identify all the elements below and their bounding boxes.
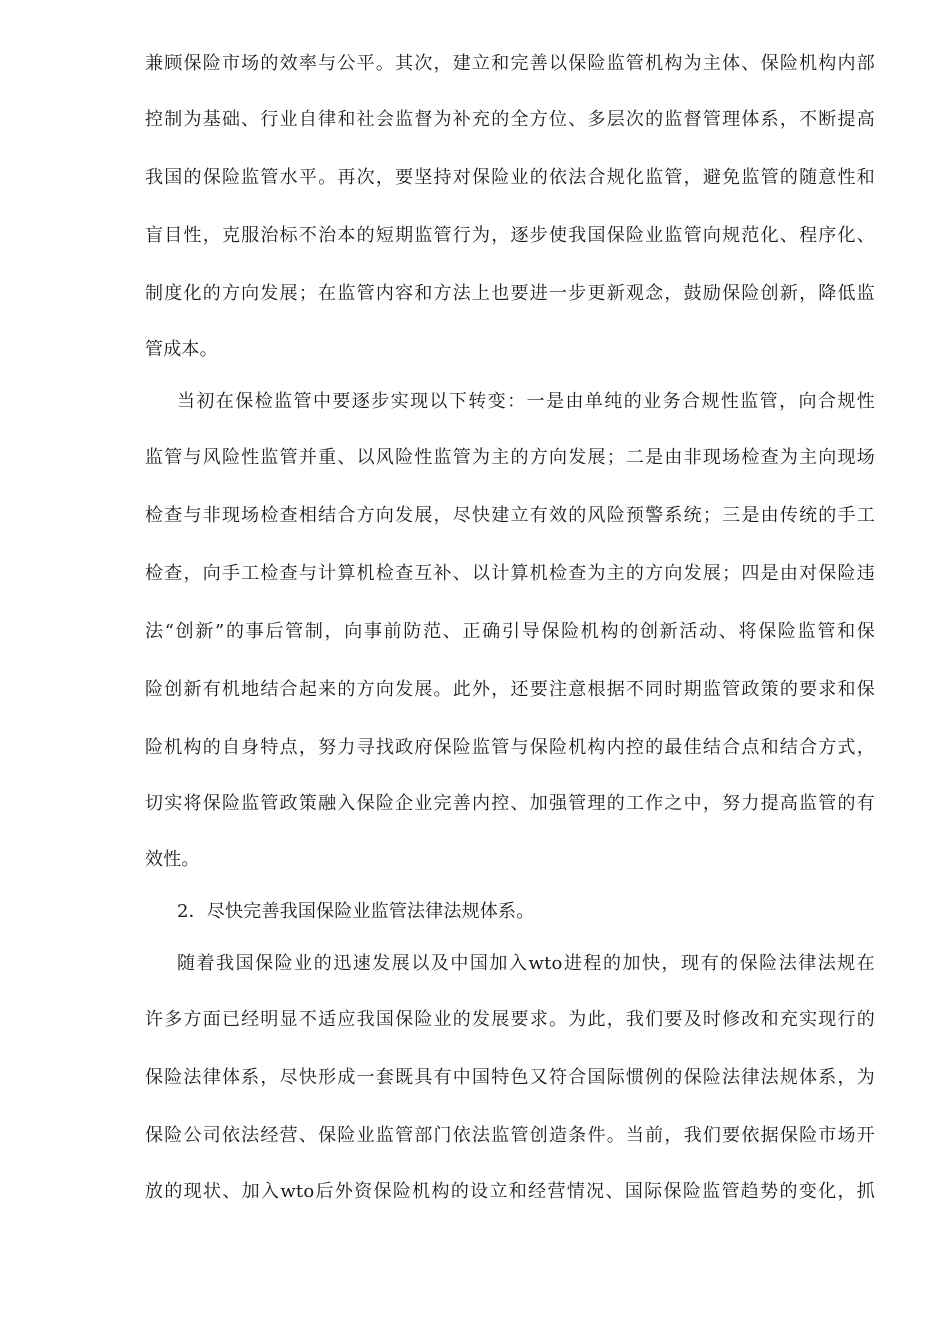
- text-line: 控制为基础、行业自律和社会监督为补充的全方位、多层次的监督管理体系，不断提高: [145, 109, 875, 130]
- text-line: 监管与风险性监管并重、以风险性监管为主的方向发展；二是由非现场检查为主向现场: [145, 447, 875, 468]
- text-line: 管成本。: [145, 339, 218, 360]
- text-line: 兼顾保险市场的效率与公平。其次，建立和完善以保险监管机构为主体、保险机构内部: [145, 53, 875, 74]
- text-line: 我国的保险监管水平。再次，要坚持对保险业的依法合规化监管，避免监管的随意性和: [145, 167, 875, 188]
- text-line: 检查，向手工检查与计算机检查互补、以计算机检查为主的方向发展；四是由对保险违: [145, 563, 875, 584]
- text-line: 险创新有机地结合起来的方向发展。此外，还要注意根据不同时期监管政策的要求和保: [145, 679, 875, 700]
- text-line: 险机构的自身特点，努力寻找政府保险监管与保险机构内控的最佳结合点和结合方式，: [145, 737, 875, 758]
- text-line: 盲目性，克服治标不治本的短期监管行为，逐步使我国保险业监管向规范化、程序化、: [145, 225, 875, 246]
- paragraph-first-line: 随着我国保险业的迅速发展以及中国加入wto进程的加快，现有的保险法律法规在: [177, 953, 875, 974]
- text-line: 切实将保险监管政策融入保险企业完善内控、加强管理的工作之中，努力提高监管的有: [145, 793, 875, 814]
- text-line: 保险公司依法经营、保险业监管部门依法监管创造条件。当前，我们要依据保险市场开: [145, 1125, 875, 1146]
- text-line: 放的现状、加入wto后外资保险机构的设立和经营情况、国际保险监管趋势的变化，抓: [145, 1181, 875, 1202]
- paragraph-first-line: 当初在保检监管中要逐步实现以下转变：一是由单纯的业务合规性监管，向合规性: [177, 391, 875, 412]
- text-line: 效性。: [145, 849, 200, 870]
- text-line: 检查与非现场检查相结合方向发展，尽快建立有效的风险预警系统；三是由传统的手工: [145, 505, 875, 526]
- text-line: 保险法律体系，尽快形成一套既具有中国特色又符合国际惯例的保险法律法规体系，为: [145, 1067, 875, 1088]
- text-line: 许多方面已经明显不适应我国保险业的发展要求。为此，我们要及时修改和充实现行的: [145, 1009, 875, 1030]
- section-heading: 2．尽快完善我国保险业监管法律法规体系。: [177, 901, 535, 922]
- text-line: 法“创新”的事后管制，向事前防范、正确引导保险机构的创新活动、将保险监管和保: [145, 621, 875, 642]
- text-line: 制度化的方向发展；在监管内容和方法上也要进一步更新观念，鼓励保险创新，降低监: [145, 283, 875, 304]
